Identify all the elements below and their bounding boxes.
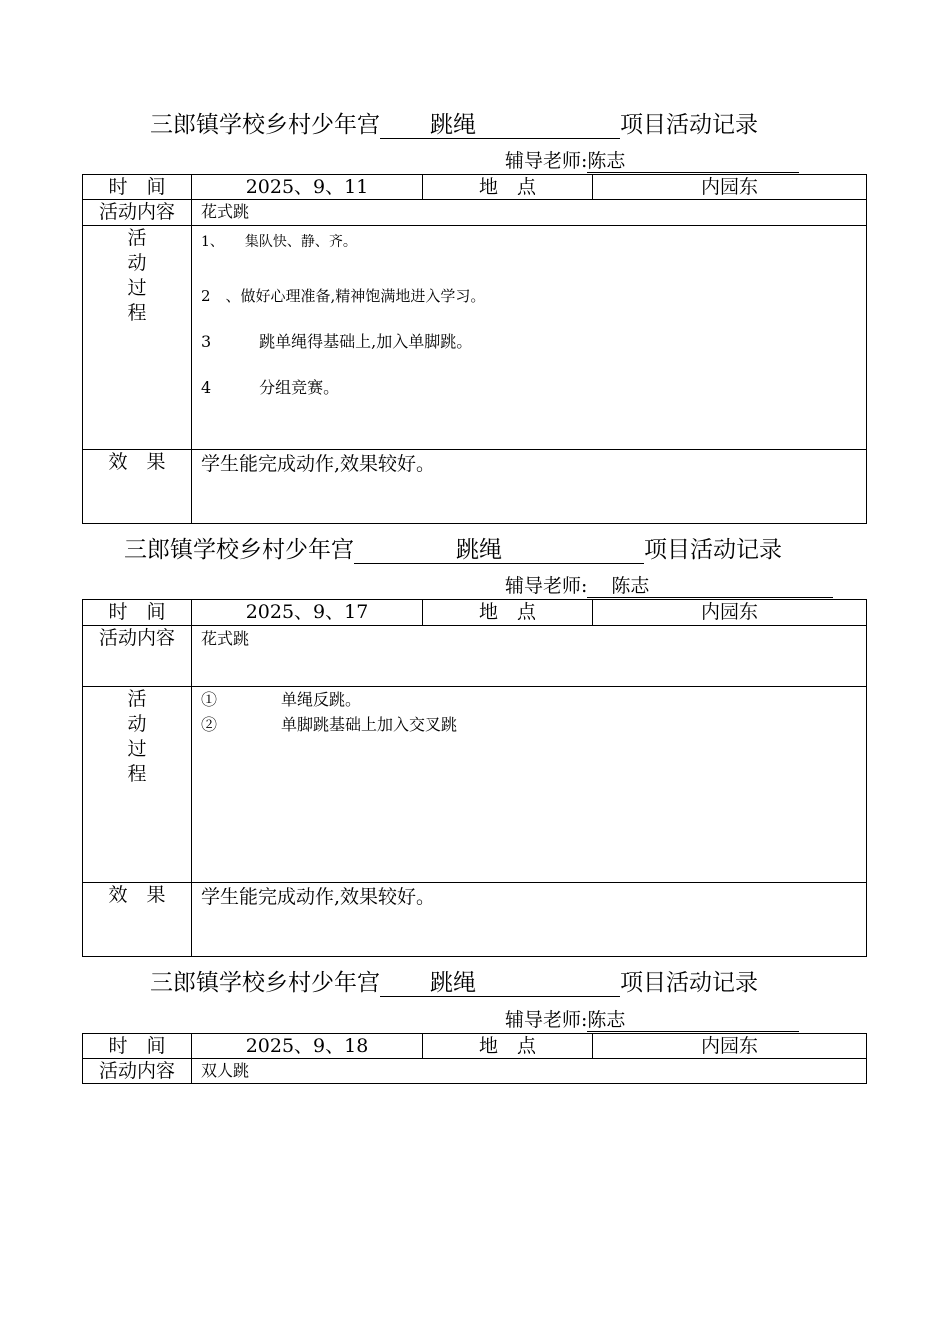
date-value: 2025、9、11 — [192, 175, 423, 200]
title-suffix: 项目活动记录 — [620, 112, 758, 138]
process-label-char: 过 — [127, 277, 147, 299]
title-suffix: 项目活动记录 — [644, 537, 782, 563]
record-title — [124, 535, 782, 565]
time-label: 时 间 — [83, 600, 192, 626]
content-cell — [192, 1059, 867, 1084]
place-label: 地 点 — [423, 1034, 593, 1059]
title-suffix: 项目活动记录 — [620, 970, 758, 996]
teacher-line — [505, 574, 833, 598]
process-label — [83, 226, 192, 450]
effect-cell — [192, 450, 867, 524]
process-label-char: 活 — [127, 227, 147, 249]
content-cell — [192, 626, 867, 687]
content-cell — [192, 200, 867, 226]
place-label: 地 点 — [423, 600, 593, 626]
teacher-name: 陈志 — [611, 575, 650, 597]
effect-value: 学生能完成动作,效果较好。 — [201, 453, 436, 475]
process-step: 2 、做好心理准备,精神饱满地进入学习。 — [201, 287, 486, 305]
place-label: 地 点 — [423, 175, 593, 200]
content-value: 花式跳 — [201, 629, 250, 648]
place-value: 内园东 — [593, 1034, 867, 1059]
title-project-blank — [380, 970, 620, 997]
date-value: 2025、9、17 — [192, 600, 423, 626]
teacher-name-field — [587, 575, 833, 598]
process-step: 4 分组竞赛。 — [201, 378, 340, 397]
process-cell — [192, 687, 867, 883]
teacher-name: 陈志 — [587, 150, 626, 172]
place-value: 内园东 — [593, 600, 867, 626]
process-label-char: 程 — [127, 302, 147, 324]
content-value: 双人跳 — [201, 1061, 250, 1080]
title-prefix: 三郎镇学校乡村少年宫 — [150, 112, 380, 138]
teacher-name-field — [587, 150, 799, 173]
effect-value: 学生能完成动作,效果较好。 — [201, 886, 436, 908]
record-title — [150, 968, 758, 998]
effect-label: 效 果 — [83, 883, 192, 957]
process-label-char: 动 — [127, 713, 147, 735]
process-label-char: 过 — [127, 738, 147, 760]
record-title — [150, 110, 758, 140]
content-label: 活动内容 — [83, 1059, 192, 1084]
title-project: 跳绳 — [430, 112, 476, 138]
content-label: 活动内容 — [83, 200, 192, 226]
teacher-name: 陈志 — [587, 1009, 626, 1031]
teacher-label: 辅导老师: — [505, 1009, 588, 1031]
process-step: ① 单绳反跳。 — [201, 690, 362, 709]
content-value: 花式跳 — [201, 202, 250, 221]
record-table — [82, 599, 867, 957]
teacher-name-field — [587, 1009, 799, 1032]
process-label-char: 程 — [127, 763, 147, 785]
process-cell — [192, 226, 867, 450]
process-label-char: 活 — [127, 688, 147, 710]
place-value: 内园东 — [593, 175, 867, 200]
process-label — [83, 687, 192, 883]
record-table — [82, 174, 867, 524]
teacher-label: 辅导老师: — [505, 150, 588, 172]
title-project: 跳绳 — [430, 970, 476, 996]
effect-cell — [192, 883, 867, 957]
teacher-line — [505, 1008, 799, 1032]
title-prefix: 三郎镇学校乡村少年宫 — [124, 537, 354, 563]
title-project-blank — [354, 537, 644, 564]
process-step: 1、 集队快、静、齐。 — [201, 234, 357, 250]
teacher-label: 辅导老师: — [505, 575, 588, 597]
effect-label: 效 果 — [83, 450, 192, 524]
date-value: 2025、9、18 — [192, 1034, 423, 1059]
content-label: 活动内容 — [83, 626, 192, 687]
process-step: ② 单脚跳基础上加入交叉跳 — [201, 715, 458, 734]
record-table — [82, 1033, 867, 1084]
title-project: 跳绳 — [456, 537, 502, 563]
title-prefix: 三郎镇学校乡村少年宫 — [150, 970, 380, 996]
time-label: 时 间 — [83, 175, 192, 200]
process-label-char: 动 — [127, 252, 147, 274]
teacher-line — [505, 149, 799, 173]
process-step: 3 跳单绳得基础上,加入单脚跳。 — [201, 332, 473, 351]
time-label: 时 间 — [83, 1034, 192, 1059]
title-project-blank — [380, 112, 620, 139]
